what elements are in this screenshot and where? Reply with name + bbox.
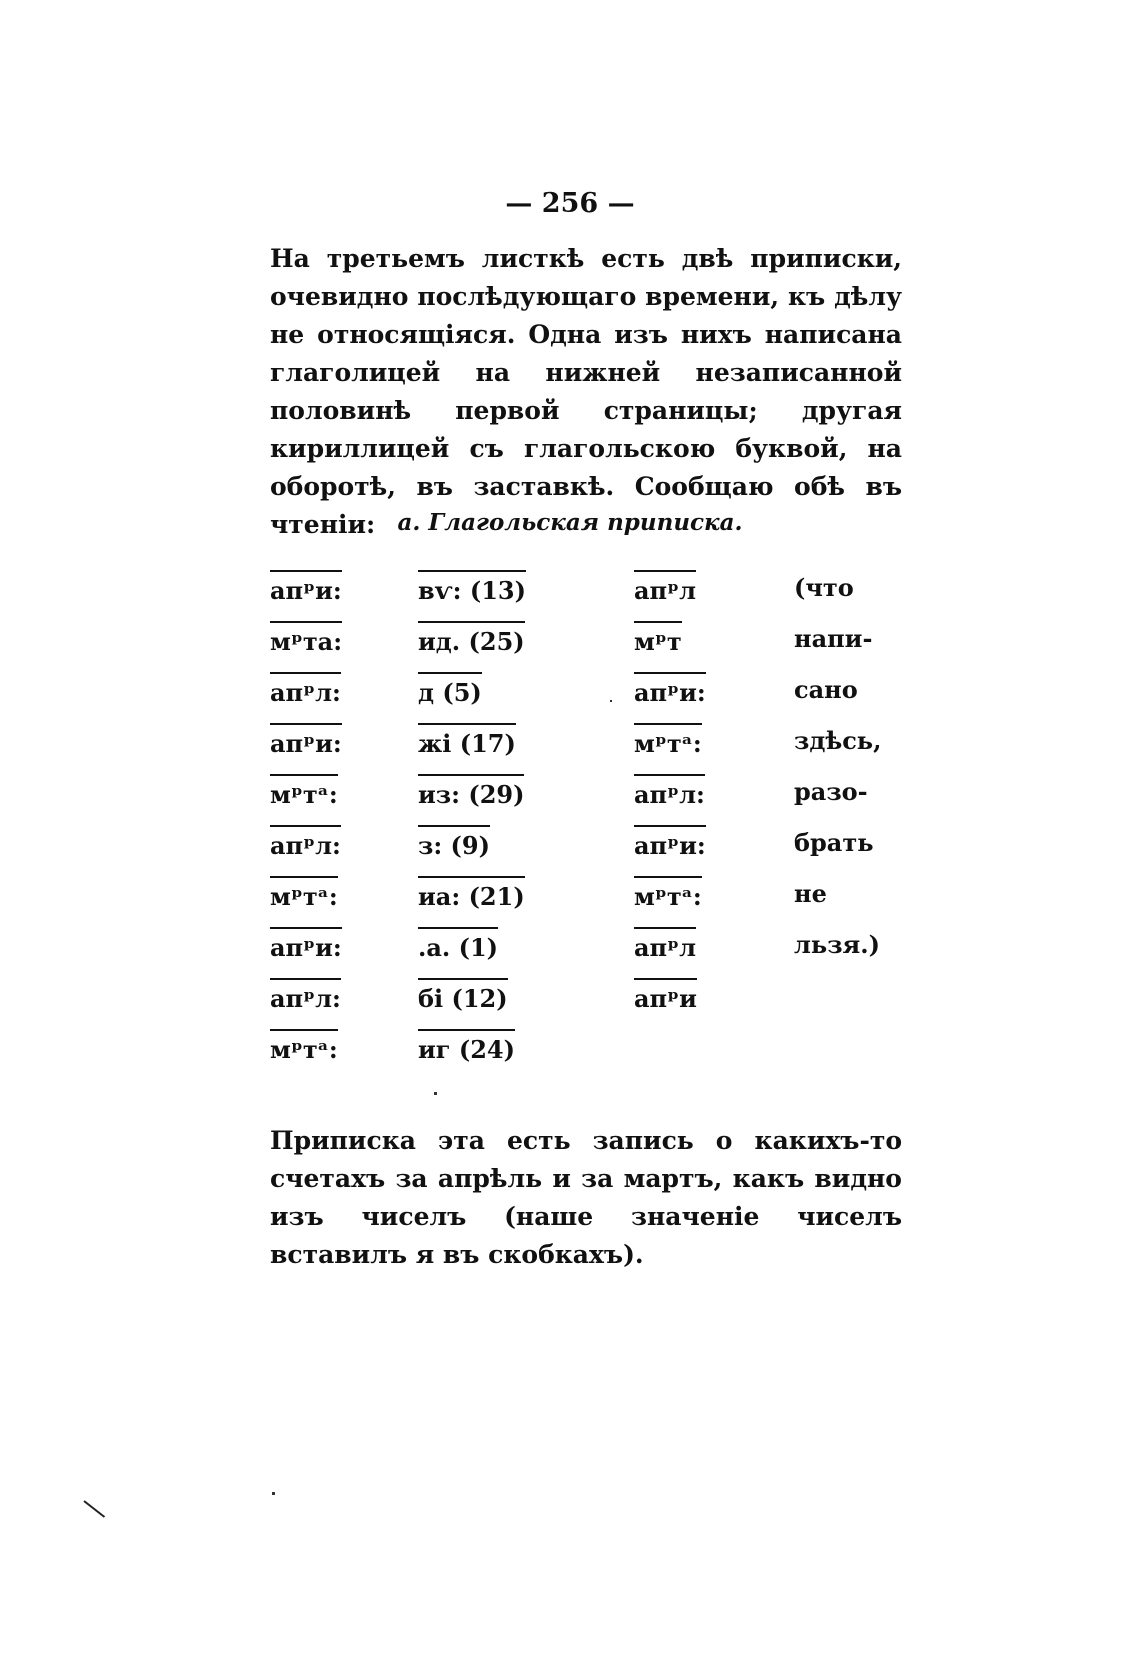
table-row — [270, 774, 890, 825]
cell-month-abbr: мᵖтᵃ: — [634, 723, 702, 762]
ink-speck — [610, 700, 612, 702]
cell-month-abbr: мᵖта: — [270, 621, 342, 660]
cell-number: жі (17) — [418, 723, 516, 762]
ink-speck — [434, 1092, 437, 1095]
closing-paragraph: Приписка эта есть запись о какихъ-то счетахъ за апрѣль и за мартъ, какъ видно изъ чиселъ (наше значеніе чиселъ вставилъ я въ скобкахъ). — [270, 1126, 902, 1269]
cell-month-abbr: апᵖи: — [270, 927, 342, 966]
page-number: — 256 — — [505, 188, 635, 219]
cell-number: вѵ: (13) — [418, 570, 526, 609]
cell-text: сано — [794, 675, 858, 704]
cell-number: .а. (1) — [418, 927, 498, 966]
cell-month-abbr: апᵖи: — [634, 825, 706, 864]
cell-text: льзя.) — [794, 930, 880, 959]
cell-text: разо- — [794, 777, 868, 806]
cell-month-abbr: мᵖтᵃ: — [270, 1029, 338, 1068]
table-row — [270, 978, 890, 1029]
inscription-table — [270, 570, 890, 1080]
cell-month-abbr: апᵖи: — [270, 723, 342, 762]
cell-month-abbr: апᵖл: — [270, 825, 341, 864]
table-row — [270, 672, 890, 723]
cell-month-abbr: апᵖи: — [634, 672, 706, 711]
table-row — [270, 825, 890, 876]
cell-number: ид. (25) — [418, 621, 525, 660]
ink-mark — [83, 1500, 105, 1518]
cell-number: иа: (21) — [418, 876, 525, 915]
cell-number: иг (24) — [418, 1029, 515, 1068]
cell-month-abbr: апᵖи: — [270, 570, 342, 609]
cell-month-abbr: мᵖтᵃ: — [634, 876, 702, 915]
table-row — [270, 621, 890, 672]
cell-month-abbr: апᵖл: — [634, 774, 705, 813]
cell-text: не — [794, 879, 827, 908]
table-row — [270, 876, 890, 927]
table-row — [270, 1029, 890, 1080]
cell-month-abbr: мᵖт — [634, 621, 682, 660]
cell-month-abbr: апᵖл: — [270, 978, 341, 1017]
table-row — [270, 723, 890, 774]
table-row — [270, 570, 890, 621]
ink-speck — [272, 1492, 275, 1495]
intro-paragraph: На третьемъ листкѣ есть двѣ приписки, очевидно послѣдующаго времени, къ дѣлу не относящіяся. Одна изъ нихъ написана глаголицей на нижней незаписанной половинѣ первой страницы; другая кириллицей съ глагольскою буквой, на оборотѣ, въ заставкѣ. Сообщаю обѣ въ чтеніи: — [270, 244, 902, 539]
cell-month-abbr: апᵖл — [634, 570, 696, 609]
table-row — [270, 927, 890, 978]
cell-month-abbr: мᵖтᵃ: — [270, 774, 338, 813]
cell-text: брать — [794, 828, 874, 857]
cell-number: из: (29) — [418, 774, 524, 813]
cell-month-abbr: апᵖл: — [270, 672, 341, 711]
section-heading: а. Глагольская приписка. — [397, 509, 743, 536]
cell-number: з: (9) — [418, 825, 490, 864]
cell-text: напи- — [794, 624, 873, 653]
cell-text: здѣсь, — [794, 726, 882, 755]
cell-text: (что — [794, 573, 854, 602]
cell-month-abbr: апᵖл — [634, 927, 696, 966]
cell-number: д (5) — [418, 672, 482, 711]
cell-month-abbr: апᵖи — [634, 978, 697, 1017]
cell-month-abbr: мᵖтᵃ: — [270, 876, 338, 915]
cell-number: бі (12) — [418, 978, 508, 1017]
